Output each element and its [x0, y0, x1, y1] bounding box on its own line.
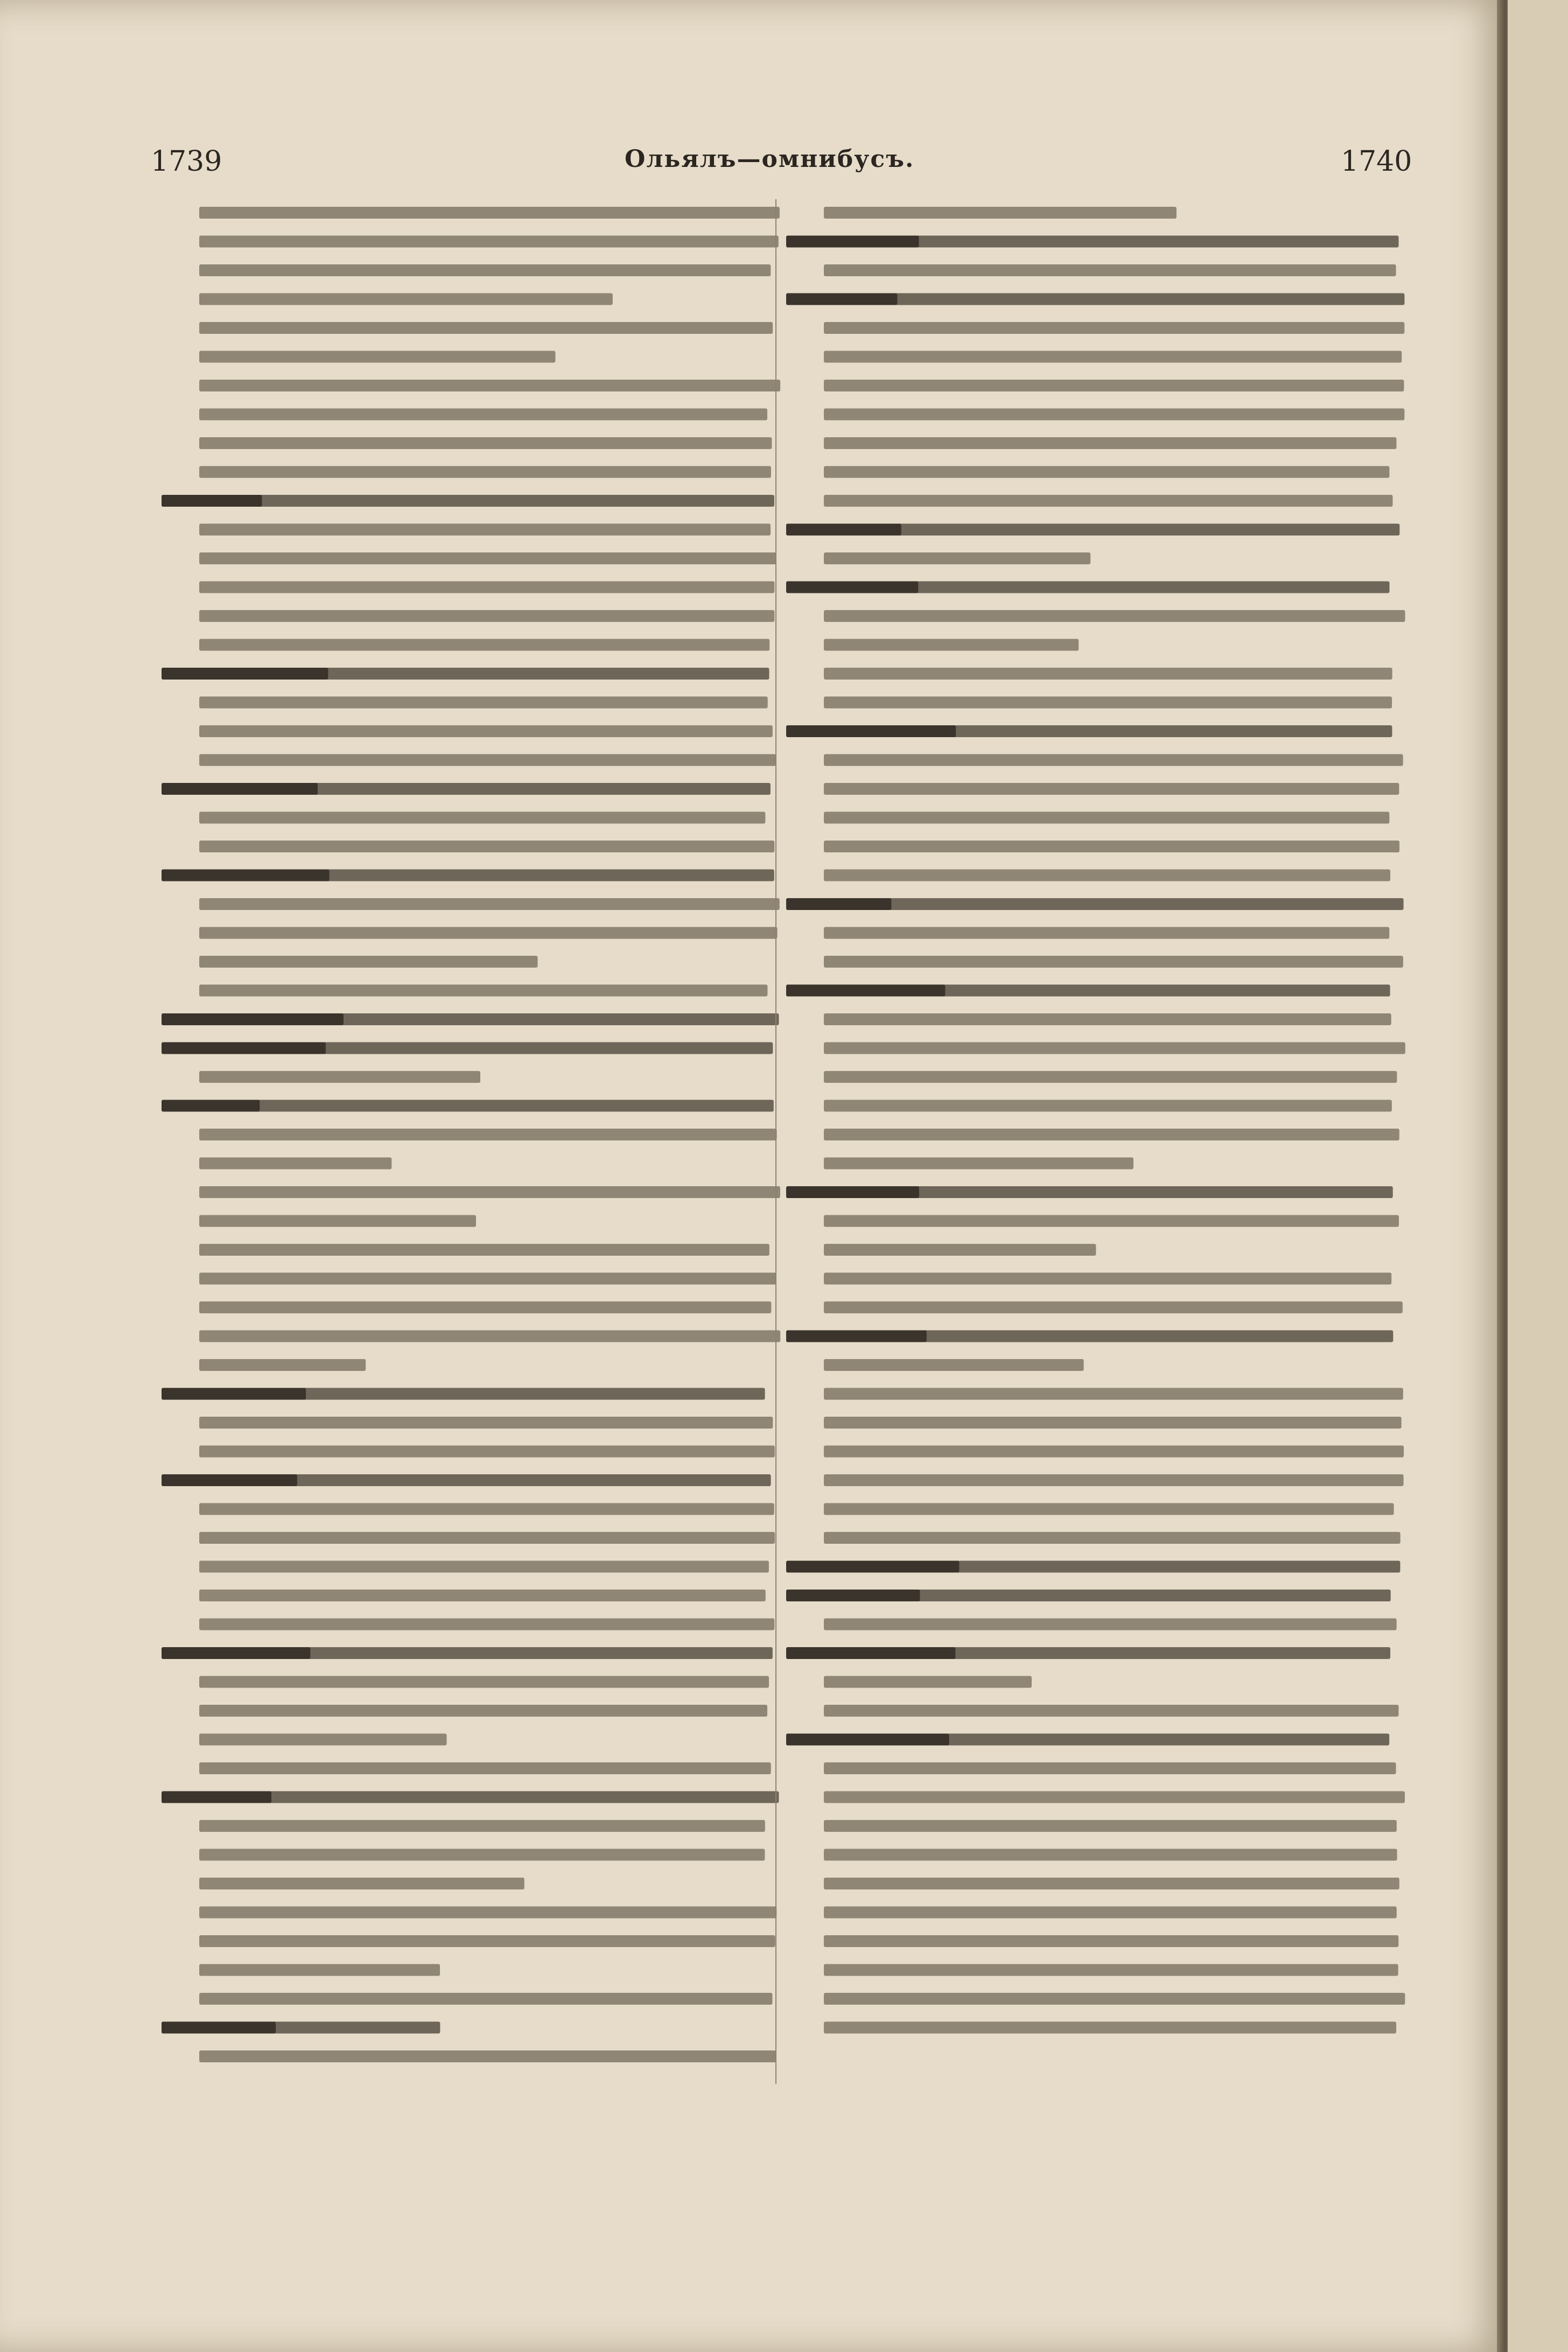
left-column-text-line	[199, 1532, 775, 1544]
left-column-text-line	[199, 1503, 774, 1515]
left-column-text-line	[199, 552, 776, 564]
left-column-text-line	[199, 351, 555, 363]
left-column-text-line	[199, 322, 773, 334]
left-column-text-line	[199, 582, 774, 593]
right-column-text-line	[824, 812, 1389, 824]
left-column-text-line	[199, 1158, 391, 1170]
right-column-headword	[786, 898, 891, 910]
right-column-text-line	[824, 1935, 1398, 1947]
left-column-headword	[162, 783, 318, 795]
left-column-text-line	[199, 1676, 769, 1688]
left-column-text-line	[199, 1820, 765, 1832]
left-column-text-line	[199, 985, 767, 997]
right-column-text-line	[824, 1100, 1392, 1112]
left-column-text-line	[199, 1186, 780, 1198]
right-column-text-line	[824, 1878, 1399, 1889]
left-column-text-line	[199, 1734, 447, 1746]
right-column-text-line	[824, 1042, 1405, 1054]
left-column-text-line	[199, 754, 776, 766]
left-column-text-line	[199, 1762, 771, 1774]
right-column-headword	[786, 582, 918, 593]
right-column-text-line	[824, 1532, 1401, 1544]
left-column-text-line	[199, 1359, 366, 1371]
right-column-text-line	[824, 1705, 1398, 1717]
right-column-headword	[786, 1590, 920, 1601]
left-column-text-line	[199, 1301, 771, 1313]
running-head: Ольялъ—омнибусъ.	[625, 145, 915, 173]
left-column-text-line	[199, 610, 774, 622]
right-column-text-line	[824, 697, 1392, 709]
right-column-text-line	[824, 639, 1079, 651]
right-column-text-line	[824, 1676, 1032, 1688]
right-column-text-line	[824, 1244, 1096, 1256]
right-column-headword	[786, 293, 897, 305]
right-column-headword	[786, 524, 901, 536]
right-column-text-line	[824, 264, 1396, 276]
left-column-text-line	[199, 956, 538, 968]
left-column-headword	[162, 1100, 260, 1112]
right-column-headword	[786, 1734, 949, 1746]
column-divider	[775, 199, 776, 2084]
left-column-text-line	[199, 1907, 776, 1919]
left-column-headword	[162, 1474, 297, 1486]
page-number-right: 1740	[1341, 145, 1412, 178]
right-column-text-line	[824, 552, 1090, 564]
right-column-text-line	[824, 1907, 1397, 1919]
left-column-headword	[162, 1388, 306, 1400]
right-column-headword	[786, 236, 919, 248]
left-column-headword	[162, 1791, 271, 1803]
left-column-text-line	[199, 236, 779, 248]
right-column-text-line	[824, 1417, 1402, 1429]
right-column-text-line	[824, 1215, 1399, 1227]
right-column-text-line	[824, 841, 1399, 852]
right-column-text-line	[824, 380, 1404, 391]
right-column-text-line	[824, 1359, 1084, 1371]
right-column-text-line	[824, 1273, 1391, 1285]
right-column-text-line	[824, 1791, 1405, 1803]
right-column-headword	[786, 725, 956, 737]
right-column-text-line	[824, 1013, 1391, 1025]
right-column-text-line	[824, 956, 1403, 968]
left-column-text-line	[199, 437, 772, 449]
right-column-headword	[786, 1561, 959, 1573]
left-column-text-line	[199, 1129, 777, 1140]
right-column-text-line	[824, 1388, 1403, 1400]
right-column-text-line	[824, 351, 1402, 363]
left-column-text-line	[199, 1561, 769, 1573]
left-column-text-line	[199, 1993, 772, 2005]
right-column-text-block	[786, 199, 1405, 2084]
left-column-headword	[162, 668, 328, 680]
left-column-text-line	[199, 1590, 766, 1601]
right-column-text-line	[824, 1849, 1397, 1861]
left-column-text-line	[199, 1849, 765, 1861]
right-column-text-line	[824, 1446, 1404, 1458]
left-column-headword	[162, 2022, 276, 2034]
left-column	[162, 199, 781, 2084]
left-column-headword	[162, 1013, 344, 1025]
left-column-text-line	[199, 697, 768, 709]
left-column-text-line	[199, 812, 765, 824]
right-column-text-line	[824, 1503, 1394, 1515]
right-column-text-line	[824, 1820, 1397, 1832]
right-column-text-line	[824, 870, 1390, 881]
right-column-text-line	[824, 610, 1405, 622]
left-column-text-line	[199, 841, 774, 852]
right-column-text-line	[824, 1964, 1398, 1976]
left-column-text-line	[199, 1215, 476, 1227]
right-column-text-line	[824, 1762, 1396, 1774]
left-column-text-line	[199, 1244, 769, 1256]
left-column-text-line	[199, 1417, 773, 1429]
left-column-text-line	[199, 1705, 767, 1717]
right-column-text-line	[824, 1619, 1397, 1630]
left-column-text-line	[199, 1071, 480, 1083]
left-column-text-line	[199, 639, 769, 651]
right-column-headword	[786, 985, 945, 997]
right-column-text-line	[824, 783, 1399, 795]
right-column-text-line	[824, 495, 1392, 507]
left-column-text-line	[199, 1331, 780, 1342]
left-column-text-line	[199, 466, 771, 478]
left-column-text-line	[199, 524, 771, 536]
left-column-text-line	[199, 2050, 776, 2062]
right-column-text-line	[824, 2022, 1396, 2034]
right-column-text-line	[824, 1071, 1397, 1083]
right-column-text-line	[824, 1474, 1404, 1486]
right-column-headword	[786, 1186, 919, 1198]
left-column-text-line	[199, 725, 773, 737]
left-column-text-line	[199, 1273, 776, 1285]
left-column-text-line	[199, 1619, 774, 1630]
next-page-edge	[1508, 0, 1568, 2352]
right-column-text-line	[824, 207, 1177, 219]
left-column-headword	[162, 870, 330, 881]
left-column-headword	[162, 1042, 326, 1054]
right-column-headword	[786, 1331, 927, 1342]
left-column-text-block	[162, 199, 781, 2084]
left-column-text-line	[199, 207, 780, 219]
right-column-headword	[786, 1647, 955, 1659]
right-column-text-line	[824, 466, 1389, 478]
left-column-text-line	[199, 927, 778, 939]
right-column-text-line	[824, 409, 1404, 421]
left-column-text-line	[199, 264, 771, 276]
left-column-text-line	[199, 1964, 440, 1976]
left-column-text-line	[199, 1446, 775, 1458]
right-column	[786, 199, 1405, 2084]
left-column-text-line	[199, 1935, 775, 1947]
right-column-text-line	[824, 1301, 1403, 1313]
page-number-left: 1739	[151, 145, 222, 178]
right-column-text-line	[824, 322, 1404, 334]
left-column-text-line	[199, 380, 780, 391]
right-column-text-line	[824, 1129, 1399, 1140]
left-column-headword	[162, 495, 262, 507]
left-column-headword	[162, 1647, 310, 1659]
left-column-text-line	[199, 293, 613, 305]
right-column-text-line	[824, 668, 1392, 680]
right-column-text-line	[824, 927, 1389, 939]
left-column-text-line	[199, 1878, 524, 1889]
right-column-text-line	[824, 437, 1396, 449]
left-column-text-line	[199, 409, 767, 421]
right-column-text-line	[824, 1993, 1405, 2005]
right-column-text-line	[824, 754, 1403, 766]
left-column-text-line	[199, 898, 780, 910]
right-column-text-line	[824, 1158, 1133, 1170]
